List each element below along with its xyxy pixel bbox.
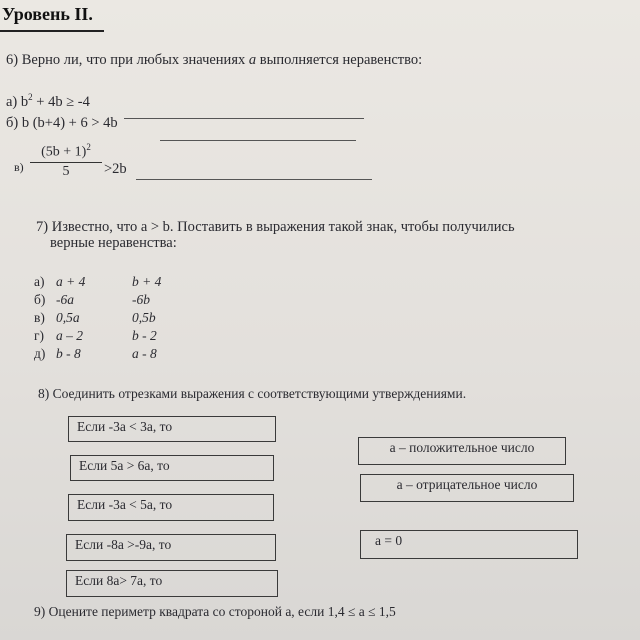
q6-a-label: а) <box>6 93 18 110</box>
q7-row-left: b - 8 <box>56 346 81 361</box>
q6-c-denominator: 5 <box>62 163 70 179</box>
q7-row-label: а) <box>34 274 45 289</box>
q7-row-right: 0,5b <box>132 310 156 325</box>
q6-c-answer-line <box>136 179 372 180</box>
q6-a <box>6 92 90 111</box>
q6-b-expr: b (b+4) + 6 > 4b <box>21 115 118 131</box>
q6-c-fraction-bar <box>30 162 102 163</box>
q8-left-box-4[interactable]: Если -8a >-9a, то <box>66 534 276 561</box>
q8-right-box-3[interactable]: a = 0 <box>360 530 578 559</box>
q7-row-left: a + 4 <box>56 274 86 289</box>
q7-row-right: a - 8 <box>132 346 157 361</box>
q7-row-left: -6a <box>56 292 74 307</box>
q6-b-answer-line <box>160 140 356 141</box>
q6-heading <box>6 52 422 69</box>
q7-row-right: b - 2 <box>132 328 157 343</box>
q6-a-sup: 2 <box>28 92 33 102</box>
q7-row-label: д) <box>34 346 46 361</box>
q7-text-line1: Известно, что a > b. Поставить в выражения такой знак, чтобы получились <box>51 219 515 235</box>
q7-row-right: -6b <box>132 292 150 307</box>
q7-row-left: 0,5a <box>56 310 80 325</box>
title-underline <box>0 30 104 32</box>
q6-c-rhs: >2b <box>104 161 127 177</box>
q8-left-box-2[interactable]: Если 5a > 6a, то <box>70 455 274 481</box>
q6-b-label: б) <box>6 115 19 131</box>
q6-text-before: Верно ли, что при любых значениях <box>21 52 246 68</box>
q6-a-answer-line <box>124 118 364 119</box>
q9-text: Оцените периметр квадрата со стороной a, если 1,4 ≤ a ≤ 1,5 <box>48 604 396 619</box>
q8-left-box-3[interactable]: Если -3a < 5a, то <box>68 494 274 521</box>
q7-heading-line1 <box>36 219 515 236</box>
q8-number: 8) <box>38 386 50 401</box>
q9-number: 9) <box>34 604 46 619</box>
q8-right-box-1[interactable]: a – положительное число <box>358 437 566 465</box>
q6-a-expr-2: + 4b ≥ -4 <box>36 93 90 110</box>
q8-right-box-2[interactable]: a – отрицательное число <box>360 474 574 502</box>
level-title: Уровень II. <box>2 4 93 24</box>
q6-text-after: выполняется неравенство: <box>259 52 423 68</box>
q7-row-left: a – 2 <box>56 328 83 343</box>
q6-a-expr-1: b <box>20 93 29 110</box>
q8-text: Соединить отрезками выражения с соответствующими утверждениями. <box>52 386 467 401</box>
q6-c-label: в) <box>14 160 24 174</box>
q6-number: 6) <box>6 52 19 68</box>
q6-var: а <box>248 52 257 68</box>
q7-row-label: в) <box>34 310 45 325</box>
q6-b <box>6 115 118 132</box>
q9-heading <box>34 604 396 620</box>
q8-left-box-5[interactable]: Если 8a> 7a, то <box>66 570 278 597</box>
q7-number: 7) <box>36 219 49 235</box>
q8-left-box-1[interactable]: Если -3a < 3a, то <box>68 416 276 442</box>
q7-heading-line2: верные неравенства: <box>50 235 177 251</box>
q7-row-label: б) <box>34 292 46 307</box>
q7-row-label: г) <box>34 328 45 343</box>
q6-c-numerator: $(5b + 1)^2$ <box>41 142 91 160</box>
q6-c-fraction <box>30 142 102 180</box>
q7-row-right: b + 4 <box>132 274 162 289</box>
q8-heading <box>38 386 466 402</box>
